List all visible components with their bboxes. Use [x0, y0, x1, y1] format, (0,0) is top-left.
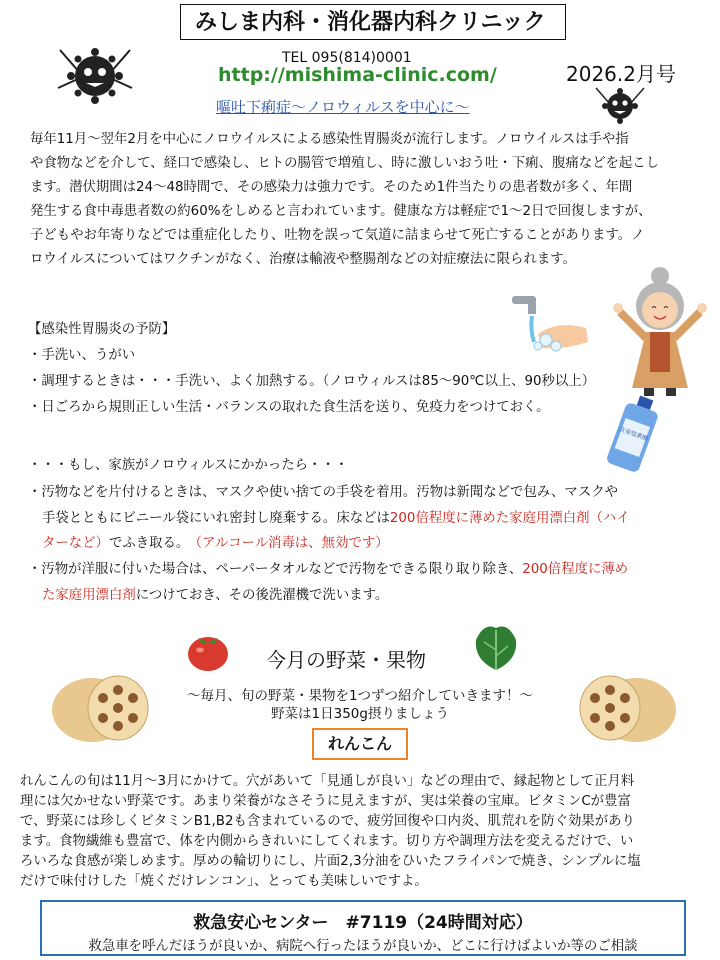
- intro-line: 発生する食中毒患者数の約60%をしめると言われています。健康な方は軽症で1～2日で回復しますが、: [30, 204, 652, 219]
- description-line: ろいろな食感が楽しめます。厚めの輪切りにし、片面2,3分油をひいたフライパンで焼き、シンプルに塩: [20, 854, 641, 869]
- infected-text: につけておき、その後洗濯機で洗います。: [135, 588, 389, 603]
- clinic-url[interactable]: http://mishima-clinic.com/: [218, 64, 497, 86]
- rescue-subtitle: 救急車を呼んだほうが良いか、病院へ行ったほうが良いか、どこに行けばよいか等のご相談: [88, 939, 638, 954]
- intro-line: や食物などを介して、経口で感染し、ヒトの腸管で増殖し、時に激しいおう吐・下痢、腹痛などを起こし: [30, 156, 660, 171]
- vegetable-name: れんこん: [312, 728, 408, 760]
- description-line: れんこんの旬は11月～3月にかけて。穴があいて「見通しが良い」などの理由で、縁起物として正月料: [20, 774, 635, 789]
- description-line: ます。食物繊維も豊富で、体を内側からきれいにしてくれます。切り方や調理方法を変えるだけで、い: [20, 834, 634, 849]
- vegetable-subtitle: ～毎月、旬の野菜・果物を1つずつ紹介していきます！～: [186, 688, 534, 704]
- vegetable-title: 今月の野菜・果物: [266, 648, 426, 672]
- description-line: で、野菜には珍しくビタミンB1,B2も含まれているので、疲労回復や口内炎、肌荒れを防ぐ効果があり: [20, 814, 635, 829]
- article-subtitle: 嘔吐下痢症～ノロウィルスを中心に～: [216, 98, 470, 116]
- prevention-item: ・調理するときは・・・手洗い、よく加熱する。（ノロウィルスは85～90℃以上、90秒以上）: [28, 374, 596, 389]
- tel-number: TEL 095(814)0001: [282, 50, 412, 66]
- prevention-item: ・日ごろから規則正しい生活・バランスの取れた食生活を送り、免疫力をつけておく。: [28, 400, 550, 415]
- vegetable-daily-goal: 野菜は1日350g摂りましょう: [271, 706, 449, 722]
- description-line: だけで味付けした「焼くだけレンコン」、とっても美味しいですよ。: [20, 874, 428, 889]
- infected-item-2a: [28, 558, 628, 577]
- intro-line: ます。潜伏期間は24～48時間で、その感染力は強力です。そのため1件当たりの患者数が多く、年間: [30, 180, 633, 195]
- spinach-icon: [468, 620, 524, 672]
- bottle-label: 次亜塩素酸: [618, 425, 649, 443]
- prevention-heading: 【感染性胃腸炎の予防】: [28, 322, 176, 337]
- bleach-warning: た家庭用漂白剤: [42, 588, 136, 603]
- lotus-root-icon-left: [52, 670, 156, 744]
- infected-item-2b: [42, 584, 388, 603]
- infected-heading: ・・・もし、家族がノロウィルスにかかったら・・・: [28, 458, 349, 473]
- description-line: 理には欠かせない野菜です。あまり栄養がなさそうに見えますが、実は栄養の宝庫。ビタミンCが豊富: [20, 794, 631, 809]
- rescue-title: 救急安心センター #7119（24時間対応）: [193, 913, 533, 933]
- handwash-icon: [508, 290, 598, 360]
- clinic-name: みしま内科・消化器内科クリニック: [180, 4, 566, 40]
- infected-item-1b: [42, 507, 630, 526]
- infected-text: ・汚物が洋服に付いた場合は、ペーパータオルなどで汚物をできる限り取り除き、: [28, 562, 523, 577]
- bleach-warning: ターなど）: [42, 536, 109, 551]
- infected-item-1a: ・汚物などを片付けるときは、マスクや使い捨ての手袋を着用。汚物は新聞などで包み、マスクや: [28, 485, 618, 500]
- infected-text: でふき取る。: [108, 536, 190, 551]
- alcohol-warning: （アルコール消毒は、無効です）: [195, 536, 389, 551]
- rescue-center-box: [40, 900, 686, 956]
- intro-line: 毎年11月～翌年2月を中心にノロウイルスによる感染性胃腸炎が流行します。ノロウイルスは手や指: [30, 132, 629, 147]
- virus-icon-left: [50, 38, 140, 108]
- intro-line: ロウイルスについてはワクチンがなく、治療は輸液や整腸剤などの対症療法に限られます。: [30, 252, 576, 267]
- bleach-bottle-icon: [604, 396, 664, 476]
- infected-text: 手袋とともにビニール袋にいれ密封し廃棄する。床などは: [42, 511, 390, 526]
- infected-item-1c: [42, 532, 389, 551]
- virus-icon-right: [592, 82, 648, 126]
- grandmother-icon: [612, 262, 708, 398]
- bleach-warning: 200倍程度に薄めた家庭用漂白剤（ハイ: [389, 511, 630, 526]
- prevention-item: ・手洗い、うがい: [28, 348, 136, 363]
- issue-date: 2026.2月号: [566, 62, 676, 86]
- tomato-icon: [186, 630, 230, 672]
- lotus-root-icon-right: [572, 670, 676, 744]
- bleach-warning: 200倍程度に薄め: [522, 562, 629, 577]
- intro-line: 子どもやお年寄りなどでは重症化したり、吐物を誤って気道に詰まらせて死亡することがあります。ノ: [30, 228, 645, 243]
